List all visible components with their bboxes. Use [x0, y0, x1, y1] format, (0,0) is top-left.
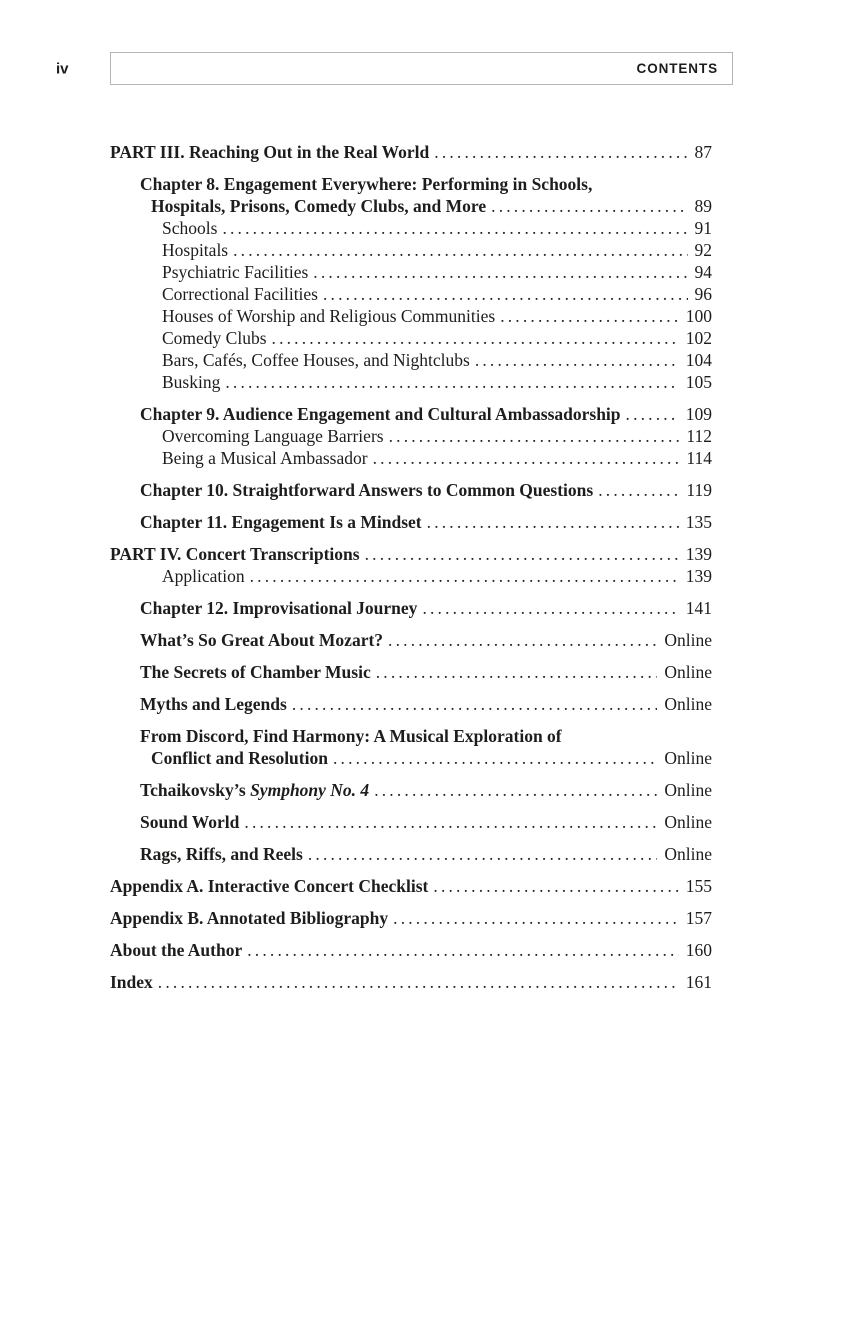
toc-page-number: 157 [685, 908, 712, 928]
toc-page-number: 102 [685, 328, 712, 348]
toc-entry-online-mozart [110, 629, 712, 651]
toc-entry-line [140, 511, 712, 533]
toc-leader-dots [247, 939, 679, 961]
toc-page-number: Online [664, 844, 712, 864]
toc-entry-title [110, 543, 360, 565]
toc-entry-sec-hospitals [110, 239, 712, 261]
contents-header-title: CONTENTS [636, 61, 718, 76]
toc-entry-sec-being-a-musical-ambassador [110, 447, 712, 469]
toc-leader-dots [225, 371, 678, 393]
toc-title-segment: Busking [162, 372, 221, 392]
toc-page-number: 109 [685, 404, 712, 424]
toc-entry-title [110, 971, 153, 993]
toc-title-segment: Sound World [140, 812, 240, 832]
toc-title-segment: Correctional Facilities [162, 284, 318, 304]
toc-title-segment: Comedy Clubs [162, 328, 267, 348]
toc-leader-dots [598, 479, 679, 501]
toc-entry-line [162, 217, 712, 239]
toc-entry-chapter-12 [110, 597, 712, 619]
toc-entry-chapter-8 [110, 173, 712, 217]
toc-leader-dots [389, 425, 680, 447]
toc-entry-sec-houses-of-worship [110, 305, 712, 327]
toc-entry-sec-correctional-facilities [110, 283, 712, 305]
toc-title-segment: Chapter 12. Improvisational Journey [140, 598, 418, 618]
toc-entry-line [162, 261, 712, 283]
toc-title-segment: Index [110, 972, 153, 992]
toc-entry-line [110, 141, 712, 163]
toc-entry-title [110, 939, 242, 961]
toc-entry-line [110, 543, 712, 565]
toc-entry-sec-comedy-clubs [110, 327, 712, 349]
toc-leader-dots [475, 349, 679, 371]
toc-entry-wrap-line [140, 173, 712, 195]
toc-entry-about-the-author [110, 939, 712, 961]
toc-entry-line [140, 479, 712, 501]
toc-entry-line [140, 843, 712, 865]
toc-title-segment: Chapter 11. Engagement Is a Mindset [140, 512, 422, 532]
toc-title-segment: Hospitals [162, 240, 229, 260]
toc-title-segment: Being a Musical Ambassador [162, 448, 368, 468]
toc-entry-title [162, 261, 308, 283]
toc-title-segment: PART III. Reaching Out in the Real World [110, 142, 430, 162]
toc-entry-part-3 [110, 141, 712, 163]
toc-title-italic-segment: Symphony No. 4 [250, 780, 370, 800]
toc-page-number: Online [664, 780, 712, 800]
toc-page-number: 139 [685, 566, 712, 586]
toc-title-segment: Schools [162, 218, 218, 238]
toc-page-number: 96 [694, 284, 712, 304]
toc-leader-dots [422, 597, 678, 619]
toc-title-segment: Chapter 9. Audience Engagement and Cultural Ambassadorship [140, 404, 621, 424]
toc-page-number: Online [664, 748, 712, 768]
toc-entry-appendix-b [110, 907, 712, 929]
toc-leader-dots [308, 843, 658, 865]
toc-entry-title [162, 447, 368, 469]
toc-entry-line [140, 629, 712, 651]
toc-entry-line [140, 195, 712, 217]
toc-title-segment: What’s So Great About Mozart? [140, 630, 384, 650]
toc-page-number: 91 [694, 218, 712, 238]
toc-entry-chapter-10 [110, 479, 712, 501]
toc-entry-title [110, 141, 429, 163]
toc-title-segment: Chapter 10. Straightforward Answers to Common Questions [140, 480, 594, 500]
toc-entry-title [162, 371, 220, 393]
toc-entry-line [140, 661, 712, 683]
toc-page-number: Online [664, 662, 712, 682]
toc-entry-index [110, 971, 712, 993]
toc-page-number: 135 [685, 512, 712, 532]
toc-entry-line [140, 693, 712, 715]
toc-entry-sec-schools [110, 217, 712, 239]
toc-page-number: 112 [686, 426, 712, 446]
toc-title-segment: Myths and Legends [140, 694, 287, 714]
toc-leader-dots [393, 907, 679, 929]
toc-leader-dots [323, 283, 688, 305]
toc-entry-line [140, 403, 712, 425]
toc-title-segment: Rags, Riffs, and Reels [140, 844, 303, 864]
toc-entry-title [140, 174, 592, 194]
toc-page-number: 104 [685, 350, 712, 370]
toc-entry-chapter-9 [110, 403, 712, 425]
toc-entry-line [162, 283, 712, 305]
toc-entry-title [162, 565, 245, 587]
toc-title-segment: Overcoming Language Barriers [162, 426, 384, 446]
toc-title-segment: Bars, Cafés, Coffee Houses, and Nightclubs [162, 350, 470, 370]
toc-entry-title [140, 843, 303, 865]
toc-entry-title [140, 403, 621, 425]
toc-leader-dots [233, 239, 687, 261]
toc-page-number: 94 [694, 262, 712, 282]
toc-entry-title [140, 811, 239, 833]
toc-entry-title [162, 239, 228, 261]
toc-entry-online-sound-world [110, 811, 712, 833]
toc-entry-online-rags-riffs-reels [110, 843, 712, 865]
toc-entry-title [162, 283, 318, 305]
toc-entry-line [162, 327, 712, 349]
toc-title-segment: The Secrets of Chamber Music [140, 662, 371, 682]
toc-leader-dots [313, 261, 687, 283]
toc [110, 131, 712, 993]
toc-entry-title [110, 907, 388, 929]
toc-leader-dots [491, 195, 687, 217]
toc-page-number: 155 [685, 876, 712, 896]
toc-leader-dots [373, 447, 680, 469]
toc-entry-line [110, 907, 712, 929]
toc-page-number: 92 [694, 240, 712, 260]
toc-leader-dots [365, 543, 679, 565]
toc-title-segment: PART IV. Concert Transcriptions [110, 544, 360, 564]
toc-title-segment: From Discord, Find Harmony: A Musical Exploration of [140, 726, 562, 746]
toc-leader-dots [433, 875, 678, 897]
toc-entry-line [110, 875, 712, 897]
toc-title-segment: Chapter 8. Engagement Everywhere: Performing in Schools, [140, 174, 593, 194]
toc-title-segment: Application [162, 566, 245, 586]
toc-entry-line [162, 565, 712, 587]
toc-entry-title [162, 425, 384, 447]
toc-entry-title [140, 726, 562, 746]
toc-leader-dots [250, 565, 679, 587]
toc-page-number: 89 [694, 196, 712, 216]
toc-entry-online-chamber-music [110, 661, 712, 683]
toc-page-number: 119 [686, 480, 712, 500]
toc-entry-sec-application [110, 565, 712, 587]
toc-entry-line [162, 425, 712, 447]
toc-title-segment: Psychiatric Facilities [162, 262, 309, 282]
toc-page-number: 141 [685, 598, 712, 618]
page-folio: iv [56, 60, 69, 77]
toc-entry-title [140, 779, 369, 801]
toc-page-number: 100 [685, 306, 712, 326]
toc-title-segment: Tchaikovsky’s [140, 780, 251, 800]
toc-title-segment: Hospitals, Prisons, Comedy Clubs, and More [151, 196, 487, 216]
toc-page-number: 87 [694, 142, 712, 162]
toc-entry-chapter-11 [110, 511, 712, 533]
toc-entry-line [140, 597, 712, 619]
toc-leader-dots [388, 629, 657, 651]
toc-leader-dots [244, 811, 657, 833]
toc-entry-title [162, 305, 495, 327]
toc-page-number: 161 [685, 972, 712, 992]
toc-entry-online-from-discord [110, 725, 712, 769]
toc-entry-line [140, 779, 712, 801]
toc-title-segment: Conflict and Resolution [151, 748, 328, 768]
toc-page-number: Online [664, 630, 712, 650]
toc-entry-title [151, 195, 486, 217]
toc-title-segment: About the Author [110, 940, 243, 960]
toc-entry-title [140, 693, 287, 715]
toc-title-segment: Appendix A. Interactive Concert Checklist [110, 876, 429, 896]
toc-leader-dots [427, 511, 679, 533]
toc-leader-dots [434, 141, 687, 163]
toc-page-number: 105 [685, 372, 712, 392]
toc-entry-title [140, 511, 422, 533]
toc-entry-title [140, 661, 371, 683]
toc-leader-dots [500, 305, 679, 327]
toc-entry-sec-psychiatric-facilities [110, 261, 712, 283]
toc-leader-dots [333, 747, 657, 769]
toc-entry-online-tchaikovsky [110, 779, 712, 801]
toc-entry-line [110, 971, 712, 993]
toc-leader-dots [292, 693, 658, 715]
toc-title-segment: Appendix B. Annotated Bibliography [110, 908, 389, 928]
toc-entry-title [162, 327, 267, 349]
toc-page-number: 139 [685, 544, 712, 564]
toc-entry-line [162, 447, 712, 469]
toc-entry-title [110, 875, 428, 897]
toc-leader-dots [272, 327, 679, 349]
toc-entry-title [140, 597, 417, 619]
toc-entry-sec-bars-cafes [110, 349, 712, 371]
page-header [0, 52, 864, 85]
toc-page-number: Online [664, 694, 712, 714]
toc-page-number: Online [664, 812, 712, 832]
contents-header-box [110, 52, 733, 85]
toc-entry-sec-busking [110, 371, 712, 393]
toc-entry-appendix-a [110, 875, 712, 897]
toc-entry-wrap-line [140, 725, 712, 747]
toc-leader-dots [376, 661, 658, 683]
toc-entry-title [151, 747, 328, 769]
toc-entry-title [140, 479, 593, 501]
toc-entry-line [162, 371, 712, 393]
toc-leader-dots [222, 217, 687, 239]
toc-entry-line [162, 239, 712, 261]
toc-leader-dots [158, 971, 679, 993]
toc-entry-line [140, 811, 712, 833]
toc-entry-sec-overcoming-language-barriers [110, 425, 712, 447]
toc-title-segment: Houses of Worship and Religious Communities [162, 306, 496, 326]
toc-page-number: 114 [686, 448, 712, 468]
toc-entry-online-myths-legends [110, 693, 712, 715]
toc-entry-line [162, 349, 712, 371]
toc-entry-title [162, 217, 217, 239]
toc-entry-line [140, 747, 712, 769]
toc-entry-line [162, 305, 712, 327]
toc-page-number: 160 [685, 940, 712, 960]
toc-entry-line [110, 939, 712, 961]
toc-entry-title [162, 349, 470, 371]
toc-leader-dots [626, 403, 679, 425]
toc-leader-dots [374, 779, 657, 801]
toc-entry-title [140, 629, 383, 651]
toc-entry-part-4 [110, 543, 712, 565]
